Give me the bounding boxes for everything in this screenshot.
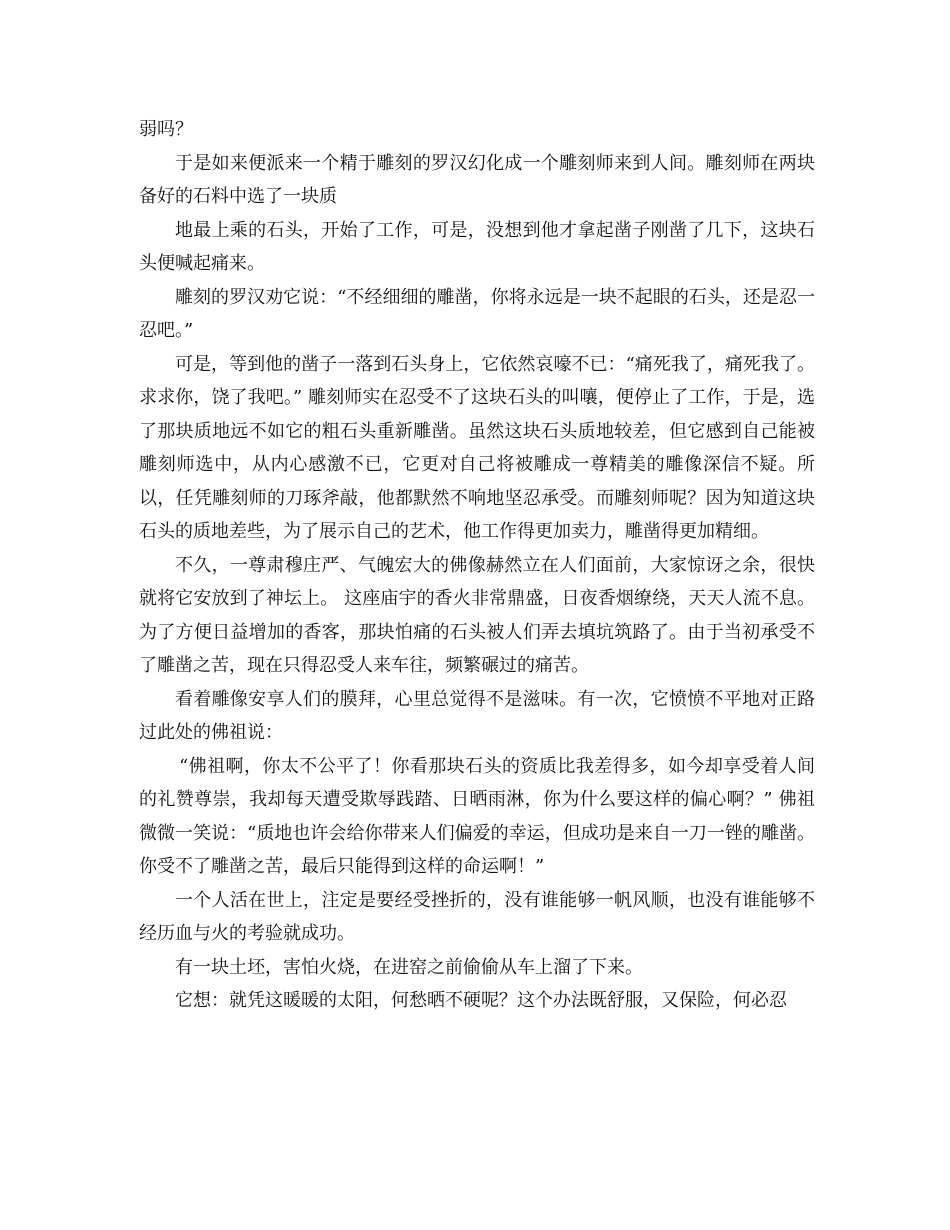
paragraph: 有一块土坯，害怕火烧，在进窑之前偷偷从车上溜了下来。 xyxy=(175,956,643,978)
paragraph: 它想：就凭这暖暖的太阳，何愁晒不硬呢？这个办法既舒服，又保险，何必忍 xyxy=(175,990,787,1011)
paragraph-quote: “佛祖啊，你太不公平了！你看那块石头的资质比我差得多，如今却享受着人间的礼赞尊崇，我却每天遭受欺辱践踏、日晒雨淋，你为什么要这样的偏心啊？” 佛祖微微一笑说：“质地也许会给你带来人们偏爱的幸运，但成功是来自一刀一锉的雕凿。你受不了雕凿之苦，最后只能得到这样的命运啊！” xyxy=(139,755,815,877)
paragraph: 看着雕像安享人们的膜拜，心里总觉得不是滋味。有一次，它愤愤不平地对正路过此处的佛祖说： xyxy=(139,688,815,743)
paragraph: 弱吗？ xyxy=(139,119,193,140)
paragraph: 地最上乘的石头，开始了工作，可是，没想到他才拿起凿子刚凿了几下，这块石头便喊起痛来。 xyxy=(139,219,815,274)
paragraph: 可是，等到他的凿子一落到石头身上，它依然哀嚎不已：“痛死我了，痛死我了。求求你，饶了我吧。” 雕刻师实在忍受不了这块石头的叫嚷，便停止了工作，于是，选了那块质地远不如它的粗石头重新雕凿。虽然这块石头质地较差，但它感到自己能被雕刻师选中，从内心感激不已，它更对自己将被雕成一尊精美的雕像深信不疑。所以，任凭雕刻师的刀琢斧敲，他都默然不响地坚忍承受。而雕刻师呢？因为知道这块石头的质地差些，为了展示自己的艺术，他工作得更加卖力，雕凿得更加精细。 xyxy=(139,353,815,542)
paragraph: 雕刻的罗汉劝它说：“不经细细的雕凿，你将永远是一块不起眼的石头，还是忍一忍吧。” xyxy=(139,286,815,341)
paragraph: 一个人活在世上，注定是要经受挫折的，没有谁能够一帆风顺，也没有谁能够不经历血与火的考验就成功。 xyxy=(139,889,815,944)
document-body xyxy=(139,113,815,1018)
paragraph: 于是如来便派来一个精于雕刻的罗汉幻化成一个雕刻师来到人间。雕刻师在两块备好的石料中选了一块质 xyxy=(139,152,815,207)
paragraph: 不久，一尊肃穆庄严、气魄宏大的佛像赫然立在人们面前，大家惊讶之余，很快就将它安放到了神坛上。 这座庙宇的香火非常鼎盛，日夜香烟缭绕，天天人流不息。为了方便日益增加的香客，那块怕痛的石头被人们弄去填坑筑路了。由于当初承受不了雕凿之苦，现在只得忍受人来车往，频繁碾过的痛苦。 xyxy=(139,554,815,676)
